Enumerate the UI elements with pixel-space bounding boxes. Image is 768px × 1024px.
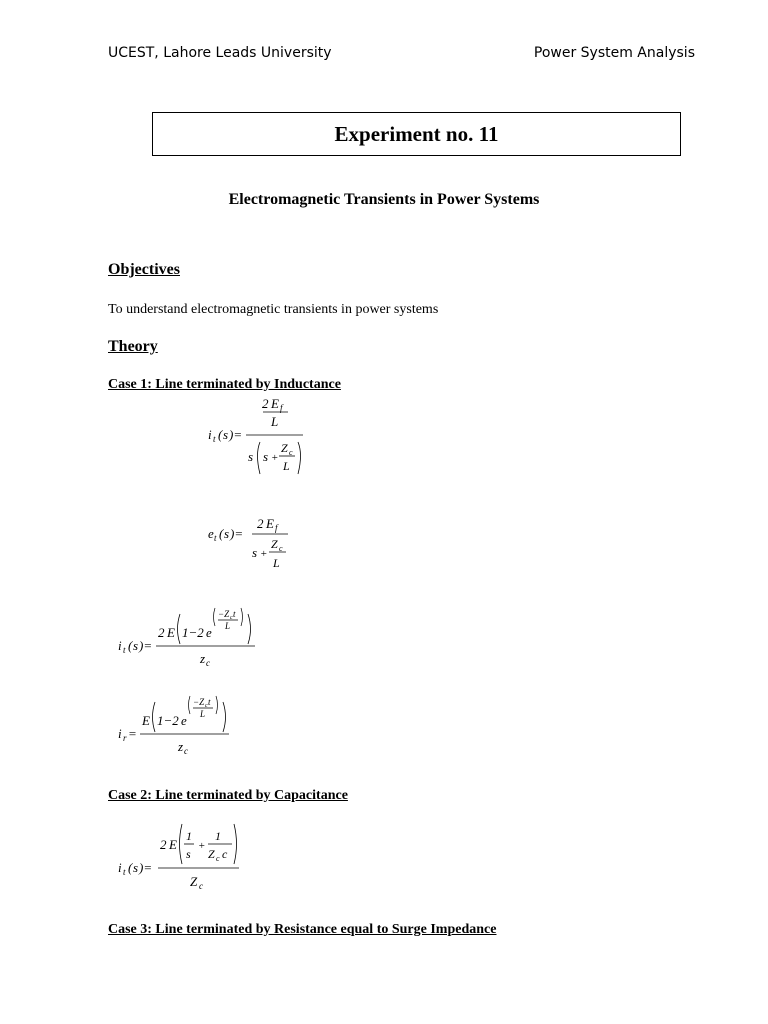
svg-text:=: = [128,726,137,741]
svg-text:E: E [169,837,177,852]
svg-text:)=: )= [139,638,153,653]
svg-text:s: s [186,847,191,861]
svg-text:z: z [178,739,184,754]
svg-text:(: ( [218,427,223,442]
svg-text:2: 2 [262,396,269,411]
header-left: UCEST, Lahore Leads University [108,45,332,61]
theory-heading: Theory [108,338,158,355]
header-right: Power System Analysis [533,45,695,61]
svg-text:Z: Z [208,847,215,861]
equation-case1-current-laplace [200,394,320,488]
case-1-label: Case 1: Line terminated by Inductance [108,377,341,392]
svg-text:1−2: 1−2 [182,625,204,640]
svg-text:E: E [266,516,274,531]
equation-case1-current-time [112,604,272,676]
svg-text:e: e [206,625,212,640]
svg-text:c: c [289,448,293,457]
svg-text:)=: )= [229,427,243,442]
svg-text:L: L [273,556,280,570]
svg-text:E: E [271,396,279,411]
svg-text:s: s [263,449,269,464]
svg-text:+: + [198,840,206,852]
svg-text:s: s [133,638,139,653]
svg-text:2: 2 [158,625,165,640]
svg-text:c: c [206,658,210,668]
svg-text:E: E [167,625,175,640]
svg-text:i: i [118,638,122,653]
svg-text:c: c [222,847,228,861]
svg-text:Z: Z [190,874,198,889]
svg-text:f: f [275,523,278,533]
svg-text:+: + [260,548,268,560]
svg-text:s: s [223,427,229,442]
svg-text:+: + [271,452,279,464]
svg-text:Z: Z [271,537,278,551]
svg-text:t: t [123,645,126,655]
title-box [152,112,681,156]
svg-text:L: L [225,621,231,631]
subtitle: Electromagnetic Transients in Power Systems [228,191,540,208]
svg-text:c: c [216,854,220,863]
svg-text:e: e [208,526,214,541]
svg-text:z: z [200,651,206,666]
svg-text:c: c [199,881,203,891]
svg-text:c: c [205,703,208,709]
svg-text:i: i [208,427,212,442]
svg-text:(: ( [128,860,133,875]
svg-text:(: ( [128,638,133,653]
equation-case1-reflected-current [112,692,242,764]
svg-text:s: s [248,449,254,464]
svg-text:(: ( [219,526,224,541]
objectives-heading: Objectives [108,261,180,278]
svg-text:c: c [230,615,233,621]
svg-text:L: L [283,459,290,473]
svg-text:r: r [123,733,127,743]
svg-text:f: f [280,403,283,413]
svg-text:t: t [233,609,236,619]
svg-text:)=: )= [139,860,153,875]
case-2-label: Case 2: Line terminated by Capacitance [108,788,348,803]
equation-case2-current-laplace [112,820,252,898]
svg-text:s: s [252,545,258,560]
svg-text:e: e [181,713,187,728]
svg-text:t: t [208,697,211,707]
svg-text:Z: Z [281,441,288,455]
svg-text:2: 2 [160,837,167,852]
svg-text:t: t [213,434,216,444]
svg-text:s: s [133,860,139,875]
svg-text:i: i [118,726,122,741]
equation-case1-voltage-laplace [200,512,310,581]
svg-text:−Z: −Z [218,609,230,619]
svg-text:t: t [214,533,217,543]
svg-text:t: t [123,867,126,877]
svg-text:s: s [224,526,230,541]
svg-text:1: 1 [215,829,221,843]
svg-text:1: 1 [186,829,192,843]
svg-text:)=: )= [230,526,244,541]
svg-text:c: c [184,746,188,756]
svg-text:1−2: 1−2 [157,713,179,728]
page-title: Experiment no. 11 [334,121,499,146]
objectives-text: To understand electromagnetic transients in power systems [108,302,439,317]
svg-text:L: L [200,709,206,719]
svg-text:E: E [142,713,150,728]
svg-text:L: L [271,414,279,429]
svg-text:i: i [118,860,122,875]
svg-text:−Z: −Z [193,697,205,707]
svg-text:2: 2 [257,516,264,531]
svg-text:c: c [279,544,283,553]
case-3-label: Case 3: Line terminated by Resistance equal to Surge Impedance [108,922,497,937]
